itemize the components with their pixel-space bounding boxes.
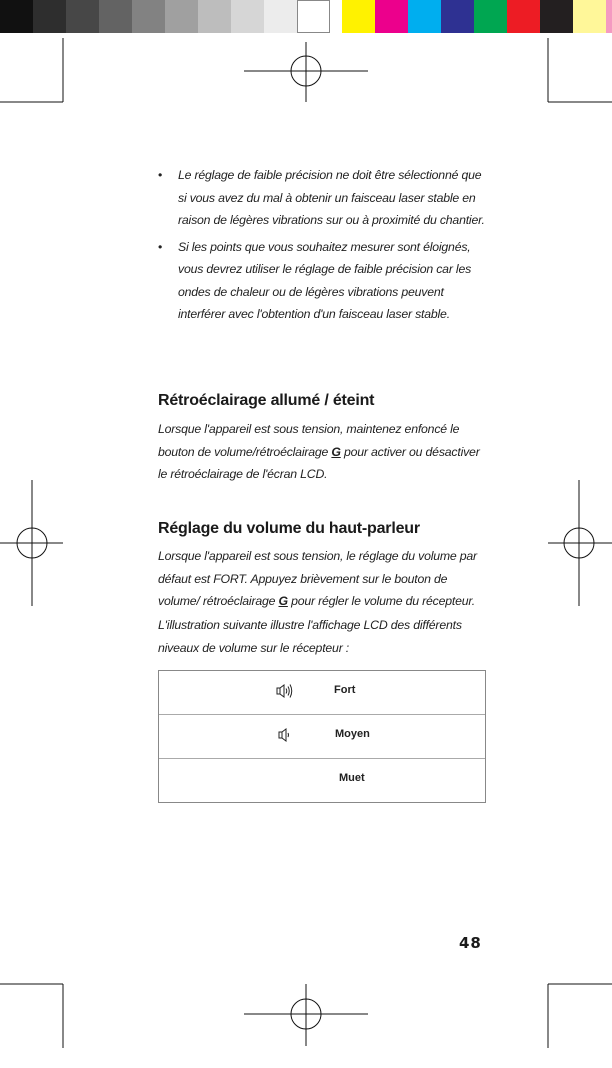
backlight-description: Lorsque l'appareil est sous tension, maintenez enfoncé le bouton de volume/rétroéclairage G pour activer ou désactiver le rétroéclairage de l'écran LCD. [158,422,480,481]
bullet-icon: • [158,239,163,254]
registration-mark [0,480,63,606]
key-reference: G [278,594,288,608]
precision-notes [158,164,488,330]
volume-heading: Réglage du volume du haut-parleur [158,520,420,537]
volume-levels-table [158,670,486,803]
speaker-loud-icon [275,681,295,701]
registration-mark [548,480,612,606]
speaker-medium-icon [275,725,295,745]
level-label: Moyen [335,728,370,740]
key-reference: G [331,444,341,459]
registration-mark [244,984,368,1046]
level-label: Fort [334,684,356,696]
table-row [159,714,485,758]
list-item: • Si les points que vous souhaitez mesurer sont éloignés, vous devrez utiliser le réglage de faible précision car les ondes de chaleur ou de légères vibrations peuvent interférer avec l'obtention d'un faisceau laser stable. [158,236,488,326]
list-item: • Le réglage de faible précision ne doit être sélectionné que si vous avez du mal à obtenir un faisceau laser stable en raison de légères vibrations sur ou à proximité du chantier. [158,164,488,232]
illustration-note: L'illustration suivante illustre l'affichage LCD des différents niveaux de volume sur le récepteur : [158,618,462,655]
bullet-icon: • [158,168,163,182]
level-label: Muet [339,772,365,784]
backlight-heading: Rétroéclairage allumé / éteint [158,392,375,409]
table-row [159,758,485,802]
registration-mark [244,42,368,102]
volume-description: Lorsque l'appareil est sous tension, le réglage du volume par défaut est FORT. Appuyez brièvement sur le bouton de volume/ rétroéclairage G pour régler le volume du récepteur. [158,549,477,608]
table-row [159,671,485,714]
page-number: 48 [459,934,482,952]
